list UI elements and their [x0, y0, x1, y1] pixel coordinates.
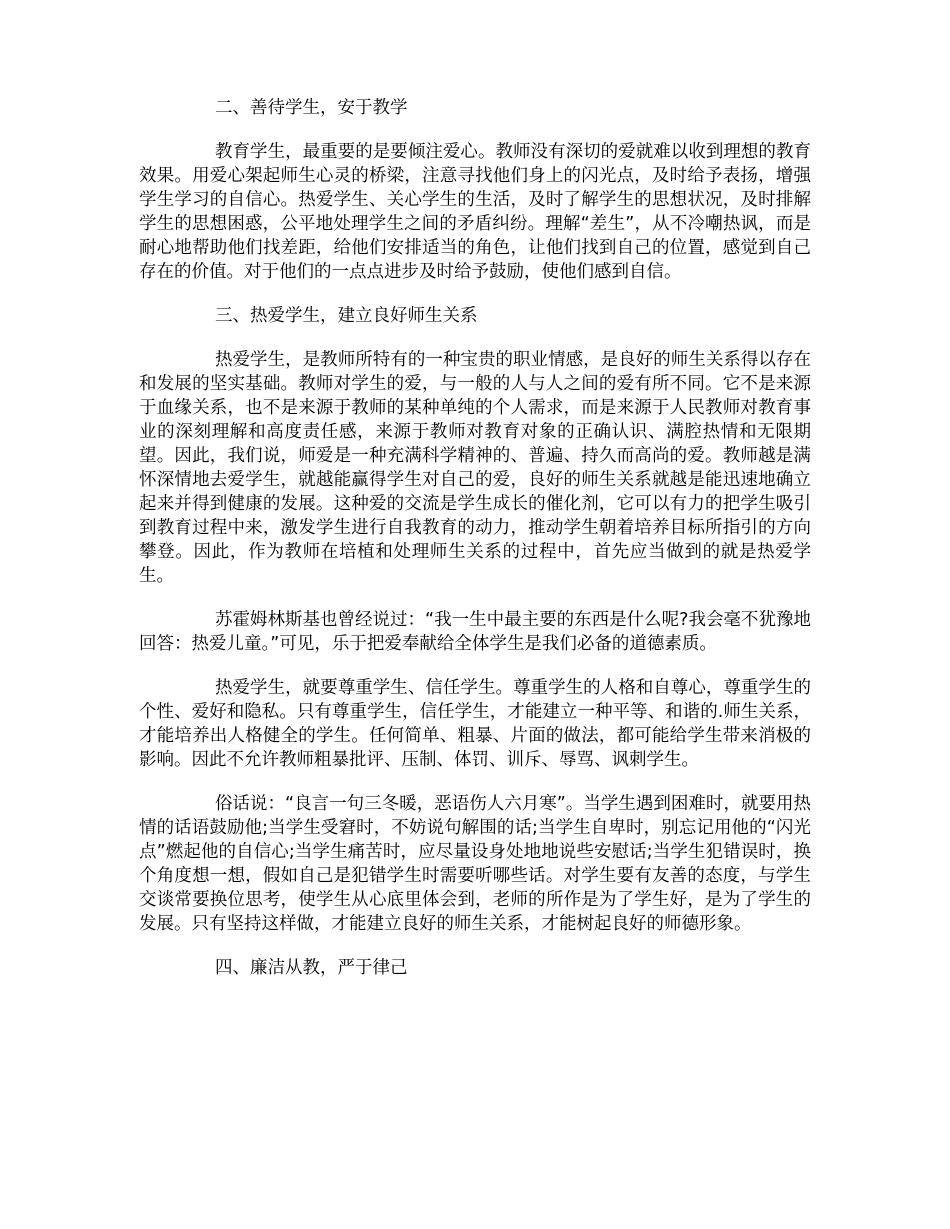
section-4-heading: 四、廉洁从教，严于律己	[215, 958, 408, 978]
section-2-heading: 二、善待学生，安于教学	[215, 98, 408, 118]
section-3-paragraph-3: 热爱学生，就要尊重学生、信任学生。尊重学生的人格和自尊心，尊重学生的个性、爱好和隐私。只有尊重学生，信任学生，才能建立一种平等、和谐的.师生关系，才能培养出人格健全的学生。任何简单、粗暴、片面的做法，都可能给学生带来消极的影响。因此不允许教师粗暴批评、压制、体罚、训斥、辱骂、讽刺学生。	[139, 678, 811, 770]
section-3-paragraph-2: 苏霍姆林斯基也曾经说过：“我一生中最主要的东西是什么呢?我会毫不犹豫地回答：热爱儿童。”可见，乐于把爱奉献给全体学生是我们必备的道德素质。	[139, 610, 811, 654]
section-3-heading: 三、热爱学生，建立良好师生关系	[215, 306, 478, 326]
section-2-paragraph-1: 教育学生，最重要的是要倾注爱心。教师没有深切的爱就难以收到理想的教育效果。用爱心架起师生心灵的桥梁，注意寻找他们身上的闪光点，及时给予表扬，增强学生学习的自信心。热爱学生、关心学生的生活，及时了解学生的思想状况，及时排解学生的思想困惑，公平地处理学生之间的矛盾纠纷。理解“差生”，从不冷嘲热讽，而是耐心地帮助他们找差距，给他们安排适当的角色，让他们找到自己的位置，感觉到自己存在的价值。对于他们的一点点进步及时给予鼓励，使他们感到自信。	[139, 142, 811, 282]
section-3-paragraph-1: 热爱学生，是教师所特有的一种宝贵的职业情感，是良好的师生关系得以存在和发展的坚实基础。教师对学生的爱，与一般的人与人之间的爱有所不同。它不是来源于血缘关系，也不是来源于教师的某种单纯的个人需求，而是来源于人民教师对教育事业的深刻理解和高度责任感，来源于教师对教育对象的正确认识、满腔热情和无限期望。因此，我们说，师爱是一种充满科学精神的、普遍、持久而高尚的爱。教师越是满怀深情地去爱学生，就越能赢得学生对自己的爱，良好的师生关系就越是能迅速地确立起来并得到健康的发展。这种爱的交流是学生成长的催化剂，它可以有力的把学生吸引到教育过程中来，激发学生进行自我教育的动力，推动学生朝着培养目标所指引的方向攀登。因此，作为教师在培植和处理师生关系的过程中，首先应当做到的就是热爱学生。	[139, 350, 811, 586]
document-page	[139, 96, 811, 1000]
section-3-paragraph-4: 俗话说：“良言一句三冬暖，恶语伤人六月寒”。当学生遇到困难时，就要用热情的话语鼓励他;当学生受窘时，不妨说句解围的话;当学生自卑时，别忘记用他的“闪光点”燃起他的自信心;当学生痛苦时，应尽量设身处地地说些安慰话;当学生犯错误时，换个角度想一想，假如自己是犯错学生时需要听哪些话。对学生要有友善的态度，与学生交谈常要换位思考，使学生从心底里体会到，老师的所作是为了学生好，是为了学生的发展。只有坚持这样做，才能建立良好的师生关系，才能树起良好的师德形象。	[139, 794, 811, 934]
